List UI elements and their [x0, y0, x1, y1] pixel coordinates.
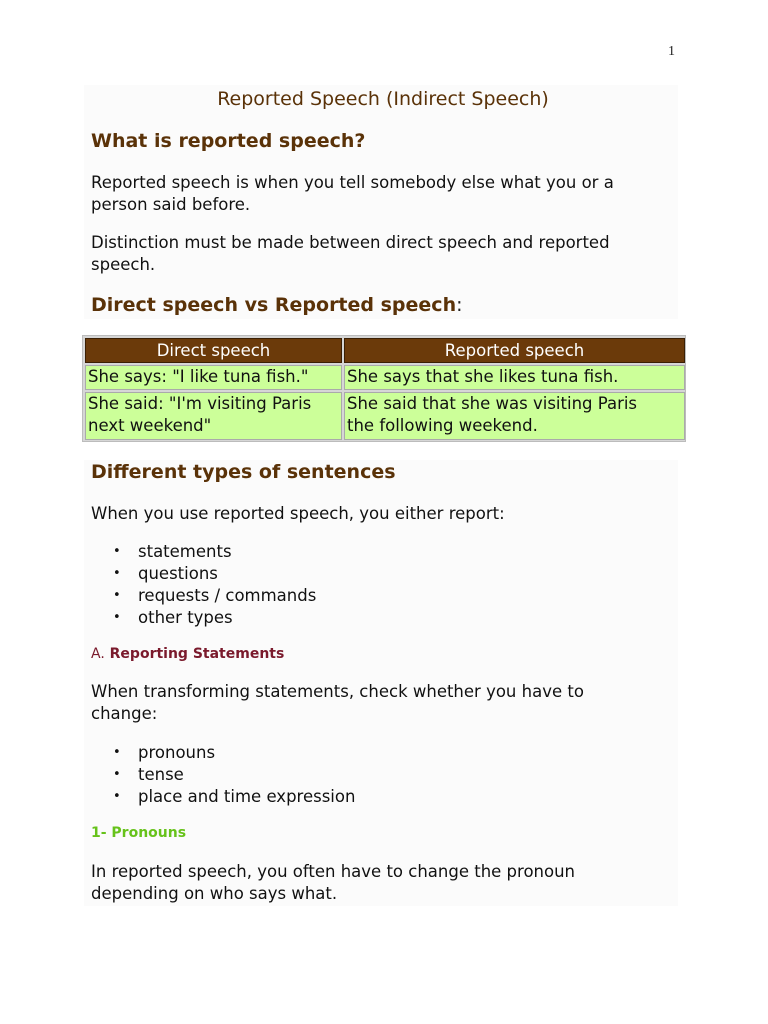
list-item [91, 541, 316, 563]
list-item-label: place and time expression [138, 787, 356, 806]
bullet-icon: • [113, 610, 121, 625]
table-cell-reported [344, 365, 685, 390]
paragraph-line: depending on who says what. [91, 884, 338, 903]
document-title: Reported Speech (Indirect Speech) [217, 88, 549, 110]
heading-reporting-statements [91, 646, 284, 662]
heading-what-is-reported-speech: What is reported speech? [91, 130, 366, 152]
list-item-label: questions [138, 564, 218, 583]
heading-pronouns: 1- Pronouns [91, 825, 187, 841]
cell-line: next weekend" [88, 416, 212, 435]
bullet-icon: • [113, 767, 121, 782]
table-cell-direct [85, 365, 342, 390]
heading-prefix: A. [91, 646, 105, 662]
paragraph-types-intro: When you use reported speech, you either report: [91, 504, 505, 523]
list-item [91, 742, 355, 764]
cell-line: She says that she likes tuna fish. [347, 367, 619, 386]
paragraph-line: In reported speech, you often have to change the pronoun [91, 862, 576, 881]
table-cell-reported [344, 392, 685, 440]
paragraph-distinction [91, 232, 671, 276]
list-item-label: pronouns [138, 743, 216, 762]
paragraph-line: change: [91, 704, 158, 723]
list-change-items [91, 742, 355, 808]
heading-text: Direct speech vs Reported speech [91, 294, 457, 316]
table-header-direct: Direct speech [85, 338, 342, 363]
paragraph-line: speech. [91, 255, 156, 274]
comparison-table [82, 335, 686, 442]
cell-line: She says: "I like tuna fish." [88, 367, 309, 386]
paragraph-line: person said before. [91, 195, 251, 214]
list-item [91, 607, 316, 629]
cell-line: the following weekend. [347, 416, 538, 435]
heading-different-types: Different types of sentences [91, 461, 396, 483]
list-item [91, 563, 316, 585]
table-cell-direct [85, 392, 342, 440]
list-item [91, 764, 355, 786]
list-item-label: statements [138, 542, 232, 561]
list-sentence-types [91, 541, 316, 629]
table-header-reported: Reported speech [344, 338, 685, 363]
list-item-label: other types [138, 608, 233, 627]
bullet-icon: • [113, 566, 121, 581]
bullet-icon: • [113, 789, 121, 804]
heading-direct-vs-reported [91, 294, 463, 316]
paragraph-line: When transforming statements, check whether you have to [91, 682, 584, 701]
heading-text: Reporting Statements [109, 646, 285, 662]
paragraph-definition [91, 172, 671, 216]
cell-line: She said that she was visiting Paris [347, 394, 638, 413]
list-item-label: requests / commands [138, 586, 317, 605]
list-item [91, 585, 316, 607]
bullet-icon: • [113, 745, 121, 760]
paragraph-line: Distinction must be made between direct speech and reported [91, 233, 610, 252]
cell-line: She said: "I'm visiting Paris [88, 394, 312, 413]
paragraph-pronouns [91, 861, 671, 905]
paragraph-line: Reported speech is when you tell somebody else what you or a [91, 173, 614, 192]
list-item-label: tense [138, 765, 184, 784]
list-item [91, 786, 355, 808]
paragraph-statements-intro [91, 681, 671, 725]
bullet-icon: • [113, 544, 121, 559]
heading-colon: : [456, 294, 463, 316]
bullet-icon: • [113, 588, 121, 603]
page-number: 1 [668, 44, 675, 59]
